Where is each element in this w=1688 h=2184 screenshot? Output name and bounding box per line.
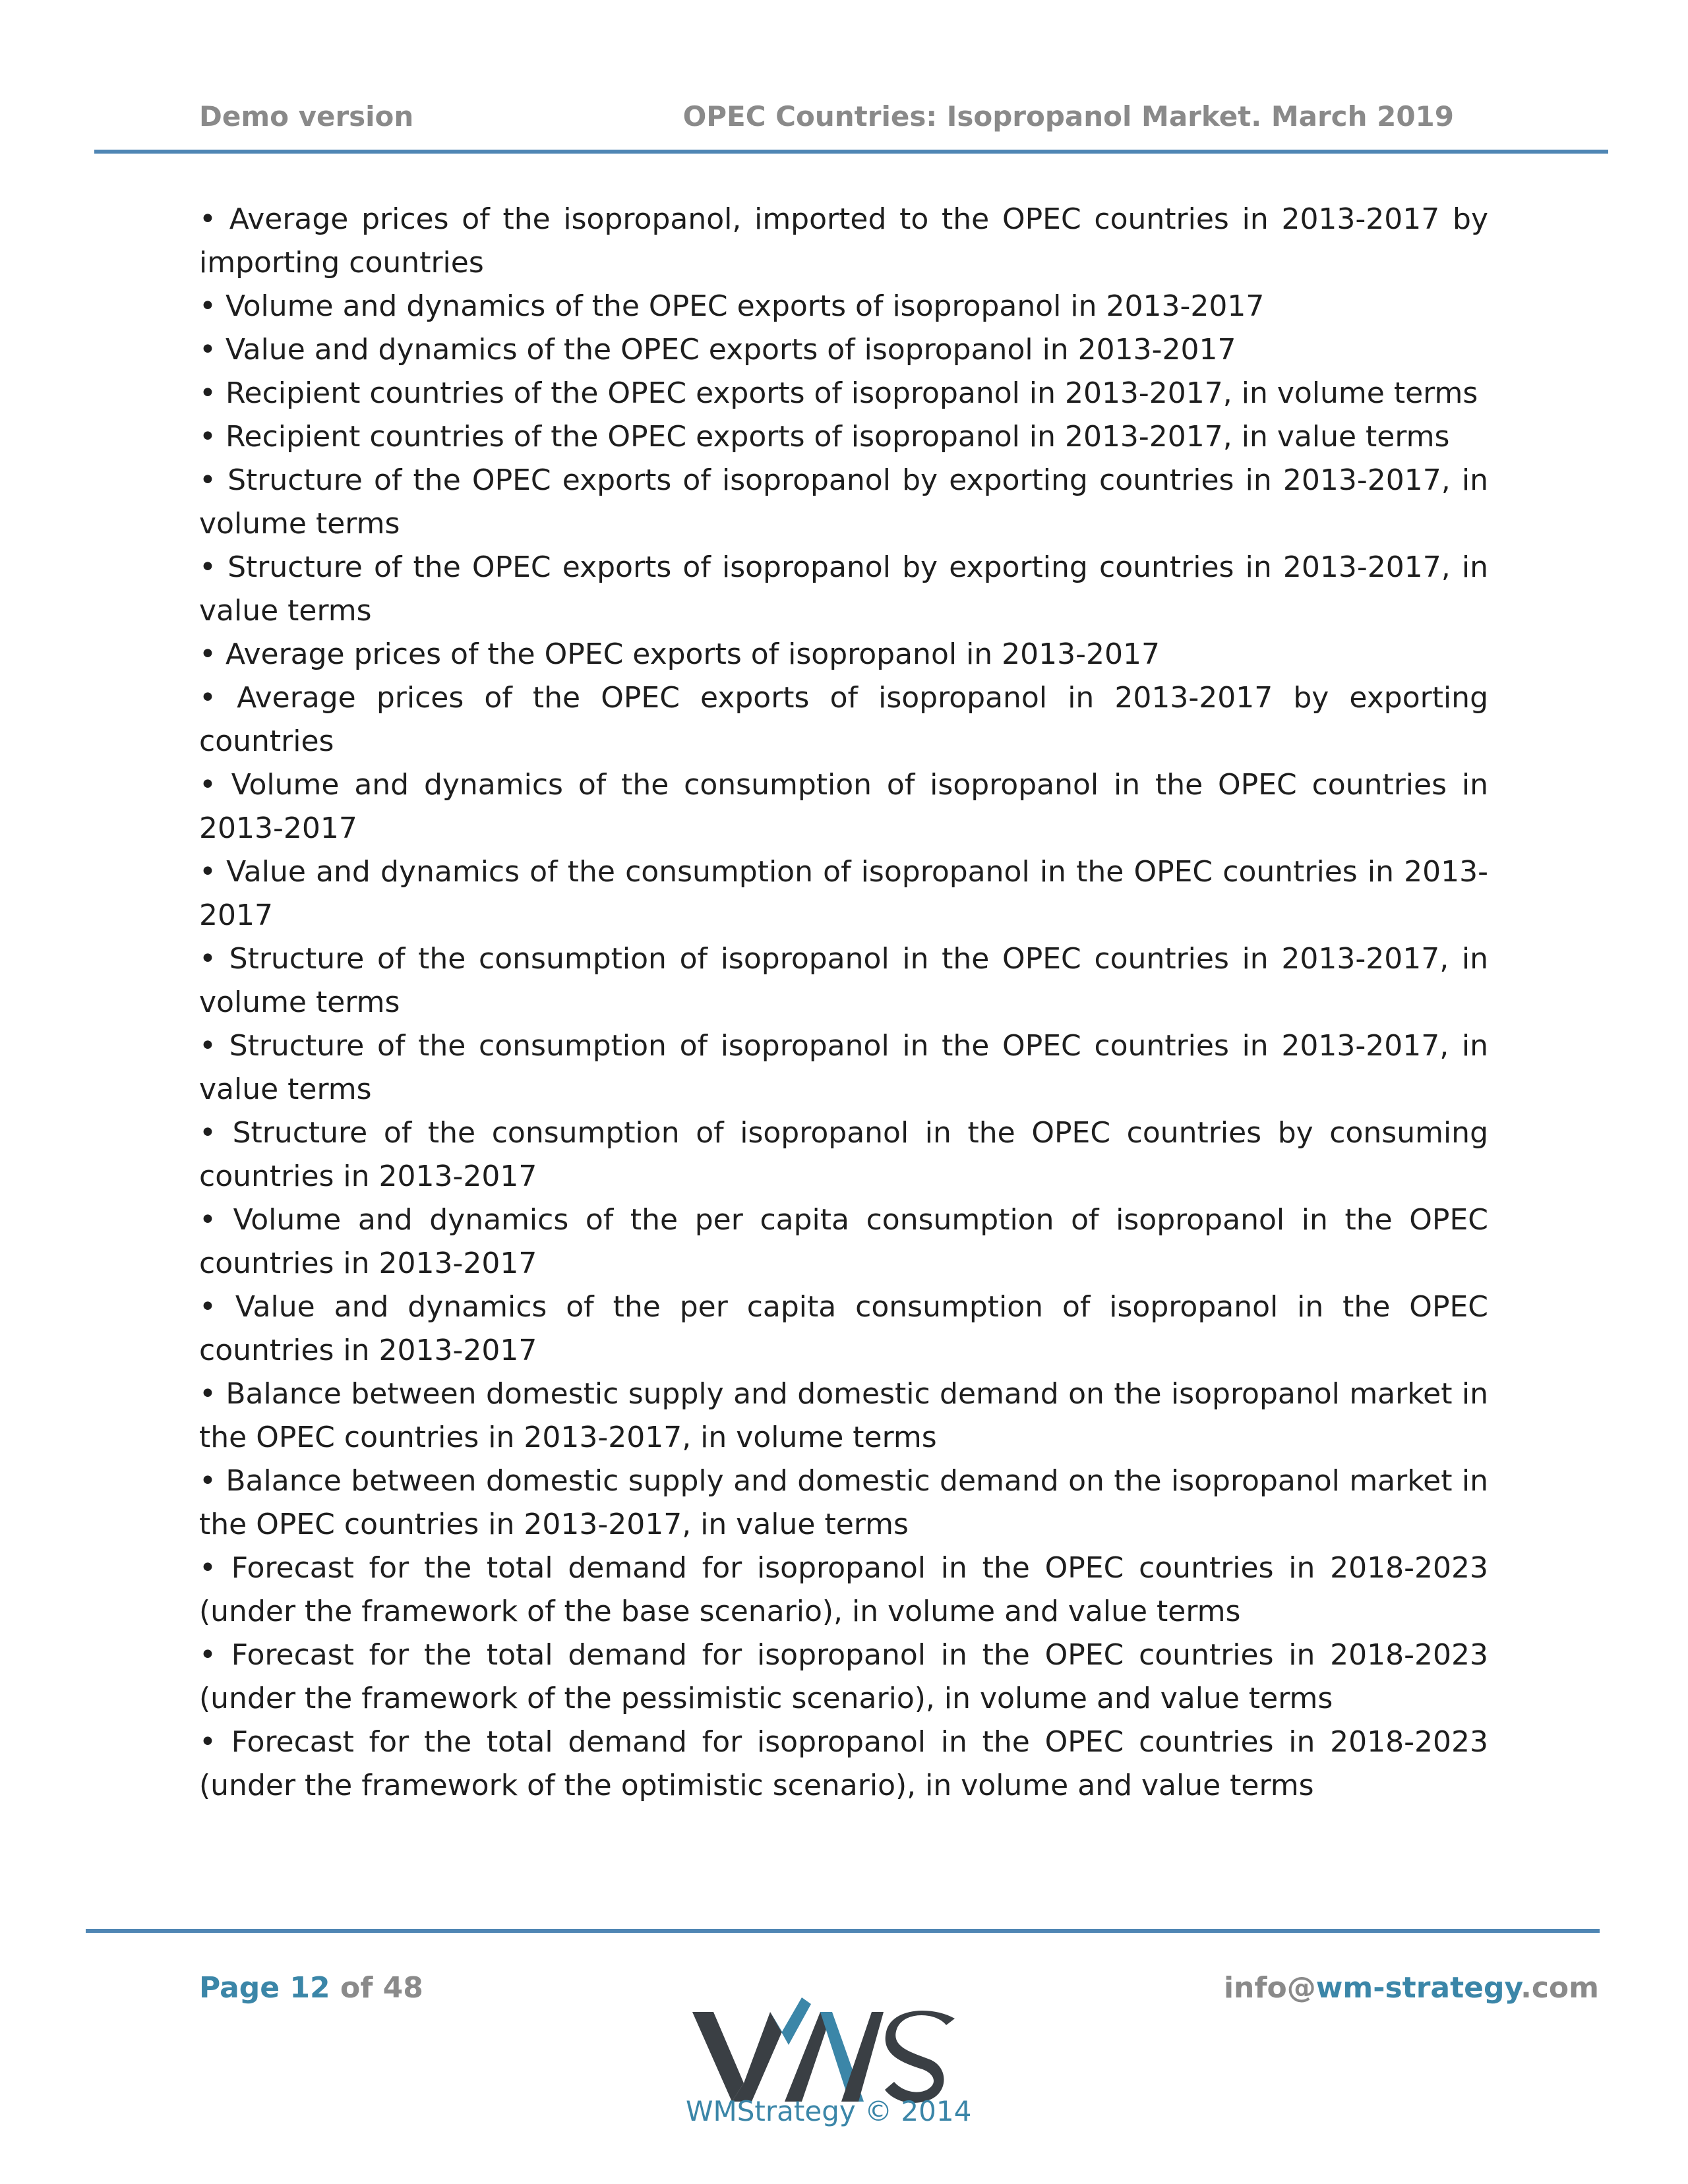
email-prefix: info@ [1223, 1971, 1316, 2005]
page-current: 12 [289, 1971, 330, 2005]
list-item: • Average prices of the isopropanol, imported to the OPEC countries in 2013-2017 by importing countries [199, 202, 1488, 280]
list-item: • Value and dynamics of the per capita consumption of isopropanol in the OPEC countries in 2013-2017 [199, 1290, 1488, 1367]
list-item: • Structure of the OPEC exports of isopropanol by exporting countries in 2013-2017, in value terms [199, 550, 1488, 628]
list-item: • Volume and dynamics of the consumption of isopropanol in the OPEC countries in 2013-2017 [199, 768, 1488, 845]
list-item: • Forecast for the total demand for isopropanol in the OPEC countries in 2018-2023 (under the framework of the base scenario), in volume and value terms [199, 1551, 1488, 1628]
email-suffix: .com [1521, 1971, 1599, 2005]
list-item: • Structure of the OPEC exports of isopropanol by exporting countries in 2013-2017, in volume terms [199, 463, 1488, 541]
logo-caption: WMStrategy © 2014 [686, 2095, 972, 2127]
list-item: • Structure of the consumption of isopropanol in the OPEC countries in 2013-2017, in value terms [199, 1029, 1488, 1106]
email-domain: wm-strategy [1315, 1971, 1521, 2005]
list-item: • Value and dynamics of the OPEC exports of isopropanol in 2013-2017 [199, 333, 1236, 367]
list-item: • Forecast for the total demand for isopropanol in the OPEC countries in 2018-2023 (under the framework of the optimistic scenario), in volume and value terms [199, 1725, 1488, 1802]
list-item: • Balance between domestic supply and domestic demand on the isopropanol market in the OPEC countries in 2013-2017, in value terms [199, 1464, 1488, 1541]
list-item: • Recipient countries of the OPEC exports of isopropanol in 2013-2017, in value terms [199, 420, 1450, 454]
header-demo-label: Demo version [199, 100, 414, 133]
page-number [199, 1971, 423, 2005]
page-total: 48 [382, 1971, 423, 2005]
page-prefix: Page [199, 1971, 290, 2005]
list-item: • Recipient countries of the OPEC exports of isopropanol in 2013-2017, in volume terms [199, 376, 1478, 410]
list-item: • Value and dynamics of the consumption of isopropanol in the OPEC countries in 2013-2017 [199, 855, 1488, 932]
header-divider [94, 150, 1608, 154]
list-item: • Average prices of the OPEC exports of isopropanol in 2013-2017 [199, 637, 1160, 671]
list-item: • Average prices of the OPEC exports of isopropanol in 2013-2017 by exporting countries [199, 681, 1488, 758]
page-of: of [330, 1971, 383, 2005]
list-item: • Balance between domestic supply and domestic demand on the isopropanol market in the OPEC countries in 2013-2017, in volume terms [199, 1377, 1488, 1454]
header-report-title: OPEC Countries: Isopropanol Market. March 2019 [682, 100, 1454, 133]
list-item: • Volume and dynamics of the per capita consumption of isopropanol in the OPEC countries in 2013-2017 [199, 1203, 1488, 1280]
footer-divider [86, 1929, 1600, 1933]
list-item: • Structure of the consumption of isopropanol in the OPEC countries by consuming countries in 2013-2017 [199, 1116, 1488, 1193]
list-item: • Structure of the consumption of isopropanol in the OPEC countries in 2013-2017, in volume terms [199, 942, 1488, 1019]
list-item: • Forecast for the total demand for isopropanol in the OPEC countries in 2018-2023 (under the framework of the pessimistic scenario), in volume and value terms [199, 1638, 1488, 1715]
contact-email[interactable] [1224, 1971, 1599, 2005]
list-item: • Volume and dynamics of the OPEC exports of isopropanol in 2013-2017 [199, 289, 1265, 323]
bullet-list [199, 198, 1488, 1808]
